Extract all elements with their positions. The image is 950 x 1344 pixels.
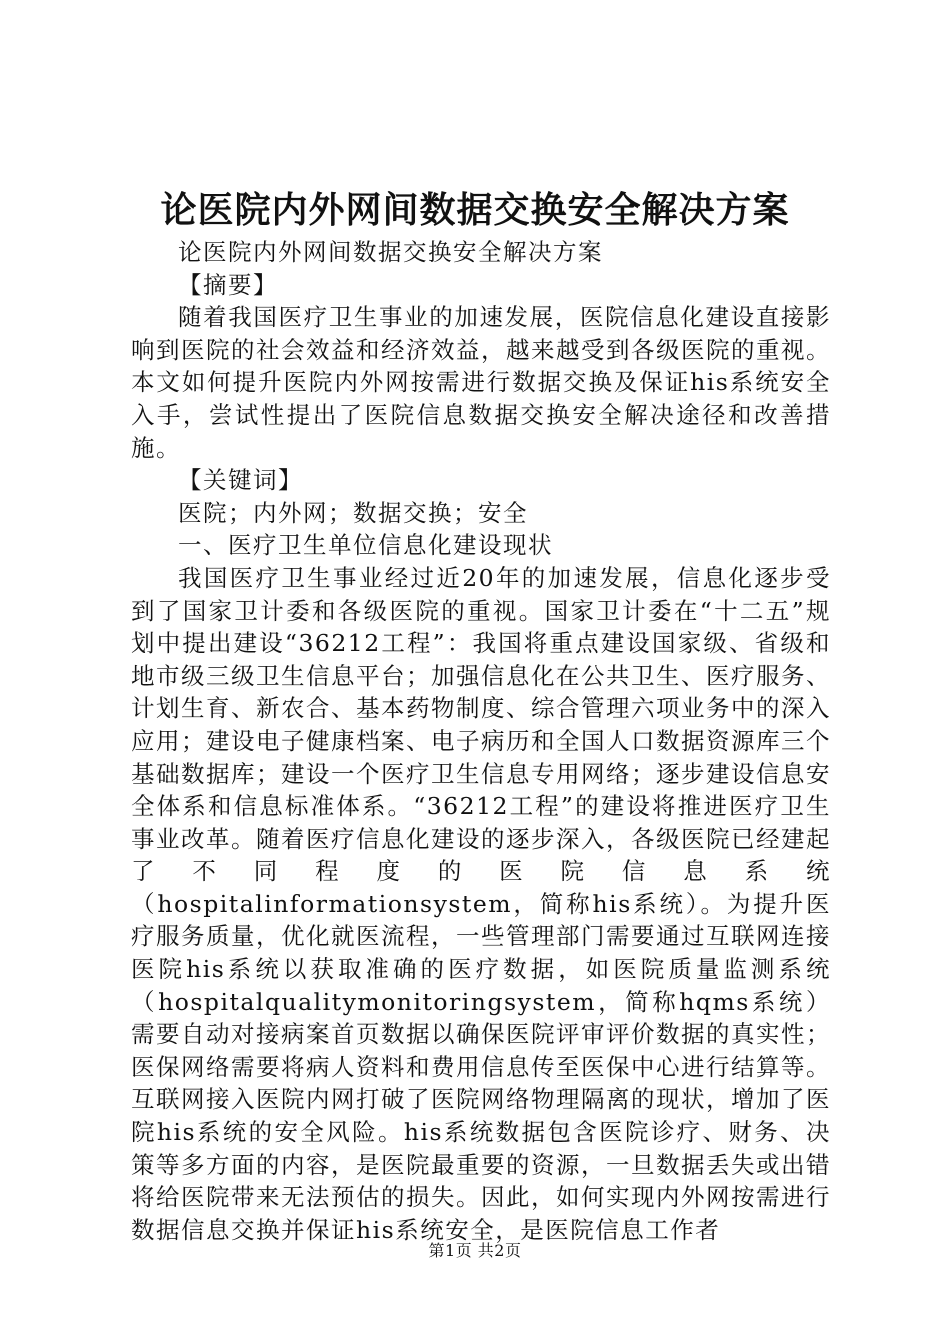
keywords-heading: 【关键词】 <box>178 466 303 495</box>
abstract-paragraph: 随着我国医疗卫生事业的加速发展，医院信息化建设直接影响到医院的社会效益和经济效益，越来越受到各级医院的重视。本文如何提升医院内外网按需进行数据交换及保证his系统安全入手，尝试性提出了医院信息数据交换安全解决途径和改善措施。 <box>131 303 831 462</box>
section-heading: 一、医疗卫生单位信息化建设现状 <box>178 531 553 560</box>
subtitle-paragraph: 论医院内外网间数据交换安全解决方案 <box>178 238 603 266</box>
keywords-paragraph: 医院；内外网；数据交换；安全 <box>178 498 528 527</box>
body-paragraph: 我国医疗卫生事业经过近20年的加速发展，信息化逐步受到了国家卫计委和各级医院的重视。国家卫计委在“十二五”规划中提出建设“36212工程”：我国将重点建设国家级、省级和地市级三级卫生信息平台；加强信息化在公共卫生、医疗服务、计划生育、新农合、基本药物制度、综合管理六项业务中的深入应用；建设电子健康档案、电子病历和全国人口数据资源库三个基础数据库；建设一个医疗卫生信息专用网络；逐步建设信息安全体系和信息标准体系。“36212工程”的建设将推进医疗卫生事业改革。随着医疗信息化建设的逐步深入，各级医院已经建起了不同程度的医院信息系统（hospitalinformationsystem，简称his系统）。为提升医疗服务质量，优化就医流程，一些管理部门需要通过互联网连接医院his系统以获取准确的医疗数据，如医院质量监测系统（hospitalqualitymonitoringsystem，简称hqms系统）需要自动对接病案首页数据以确保医院评审评价数据的真实性；医保网络需要将病人资料和费用信息传至医保中心进行结算等。互联网接入医院内网打破了医院网络物理隔离的现状，增加了医院his系统的安全风险。his系统数据包含医院诊疗、财务、决策等多方面的内容，是医院最重要的资源，一旦数据丢失或出错将给医院带来无法预估的损失。因此，如何实现内外网按需进行数据信息交换并保证his系统安全，是医院信息工作者 <box>131 563 831 1244</box>
document-body <box>131 236 831 1246</box>
document-title: 论医院内外网间数据交换安全解决方案 <box>160 189 790 231</box>
page-footer: 第1页 共2页 <box>428 1241 522 1260</box>
abstract-heading: 【摘要】 <box>178 270 278 299</box>
